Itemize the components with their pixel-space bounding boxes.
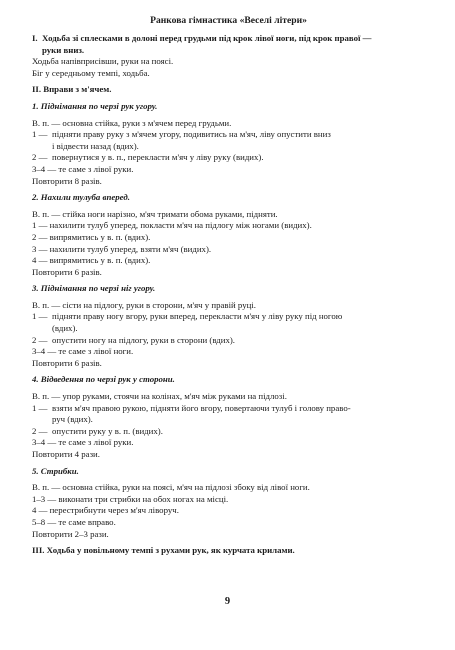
section-1-line-3: Ходьба напівприсівши, руки на поясі. bbox=[32, 56, 174, 67]
section-1-heading bbox=[32, 33, 425, 56]
exercise-2-step-2: 2 — випрямитись у в. п. (вдих). bbox=[32, 231, 151, 242]
exercise-3-repeat: Повторити 6 разів. bbox=[32, 357, 102, 368]
exercise-5-step-1: 1–3 — виконати три стрибки на обох ногах на місці. bbox=[32, 493, 229, 504]
exercise-2-step-1: 1 — нахилити тулуб уперед, покласти м'яч на підлогу між ногами (видих). bbox=[32, 220, 312, 231]
exercise-4-repeat: Повторити 4 рази. bbox=[32, 449, 100, 459]
exercise-5-step-3: 5–8 — те саме вправо. bbox=[32, 516, 116, 527]
exercise-3-step-3: 3–4 — те саме з лівої ноги. bbox=[32, 346, 134, 357]
section-3-heading: III. Ходьба у повільному темпі з рухами рук, як курчата крилами. bbox=[32, 545, 295, 556]
section-1 bbox=[32, 33, 425, 79]
exercise-5-repeat: Повторити 2–3 рази. bbox=[32, 528, 109, 539]
exercise-1-repeat: Повторити 8 разів. bbox=[32, 175, 102, 186]
exercise-3-step-1: 1 — підняти праву ногу вгору, руки вперед, перекласти м'яч у ліву руку під ногою (вдих). bbox=[32, 311, 343, 334]
exercise-5-title: 5. Стрибки. bbox=[32, 465, 79, 476]
exercise-1-step-2: 2 — повернутися у в. п., перекласти м'яч у ліву руку (видих). bbox=[32, 152, 264, 163]
exercise-2-step-4: 4 — випрямитись у в. п. (вдих). bbox=[32, 255, 151, 266]
exercise-5-start: В. п. — основна стійка, руки на поясі, м'яч на підлозі збоку від лівої ноги. bbox=[32, 482, 310, 493]
exercise-5-step-2: 4 — перестрибнути через м'яч ліворуч. bbox=[32, 505, 179, 516]
exercise-1-step-1: 1 — підняти праву руку з м'ячем угору, подивитись на м'яч, ліву опустити вниз і відвести назад (вдих). bbox=[32, 129, 331, 151]
exercise-2-step-3: 3 — нахилити тулуб уперед, взяти м'яч (видих). bbox=[32, 243, 212, 254]
section-1-line-4: Біг у середньому темпі, ходьба. bbox=[32, 67, 150, 78]
exercise-3 bbox=[32, 283, 425, 369]
exercise-1-step-3: 3–4 — те саме з лівої руки. bbox=[32, 163, 134, 174]
exercise-3-title: 3. Піднімання по черзі ніг угору. bbox=[32, 283, 156, 294]
exercise-5 bbox=[32, 466, 425, 541]
exercise-4-step-1: 1 — взяти м'яч правою рукою, підняти його вгору, повертаючи тулуб і голову право- руч (вдих). bbox=[32, 402, 351, 425]
section-1-line-2: руки вниз. bbox=[42, 44, 85, 55]
exercise-3-step-2: 2 — опустити ногу на підлогу, руки в сторони (вдих). bbox=[32, 334, 236, 345]
page-number: 9 bbox=[224, 596, 231, 607]
exercise-4-step-3: 3–4 — те саме з лівої руки. bbox=[32, 437, 134, 448]
exercise-4 bbox=[32, 374, 425, 460]
exercise-3-start: В. п. — сісти на підлогу, руки в сторони, м'яч у правій руці. bbox=[32, 299, 256, 310]
section-1-line-1: Ходьба зі сплесками в долоні перед грудьми під крок лівої ноги, під крок правої — bbox=[42, 33, 372, 43]
exercise-1 bbox=[32, 101, 425, 187]
page-title: Ранкова гімнастика «Веселі літери» bbox=[150, 15, 307, 26]
section-1-number: I. bbox=[32, 33, 38, 43]
exercise-2-start: В. п. — стійка ноги нарізно, м'яч тримати обома руками, підняти. bbox=[32, 208, 278, 219]
exercise-2 bbox=[32, 192, 425, 278]
exercise-2-title: 2. Нахили тулуба вперед. bbox=[32, 192, 130, 203]
exercise-4-step-2: 2 — опустити руку у в. п. (видих). bbox=[32, 425, 163, 436]
exercise-1-title: 1. Піднімання по черзі рук угору. bbox=[32, 100, 158, 111]
exercise-1-start: В. п. — основна стійка, руки з м'ячем перед грудьми. bbox=[32, 117, 232, 128]
section-2-heading: II. Вправи з м'ячем. bbox=[32, 84, 112, 95]
exercise-4-title: 4. Відведення по черзі рук у сторони. bbox=[32, 374, 175, 385]
exercise-4-start: В. п. — упор руками, стоячи на колінах, м'яч між руками на підлозі. bbox=[32, 391, 287, 402]
exercise-2-repeat: Повторити 6 разів. bbox=[32, 266, 102, 277]
